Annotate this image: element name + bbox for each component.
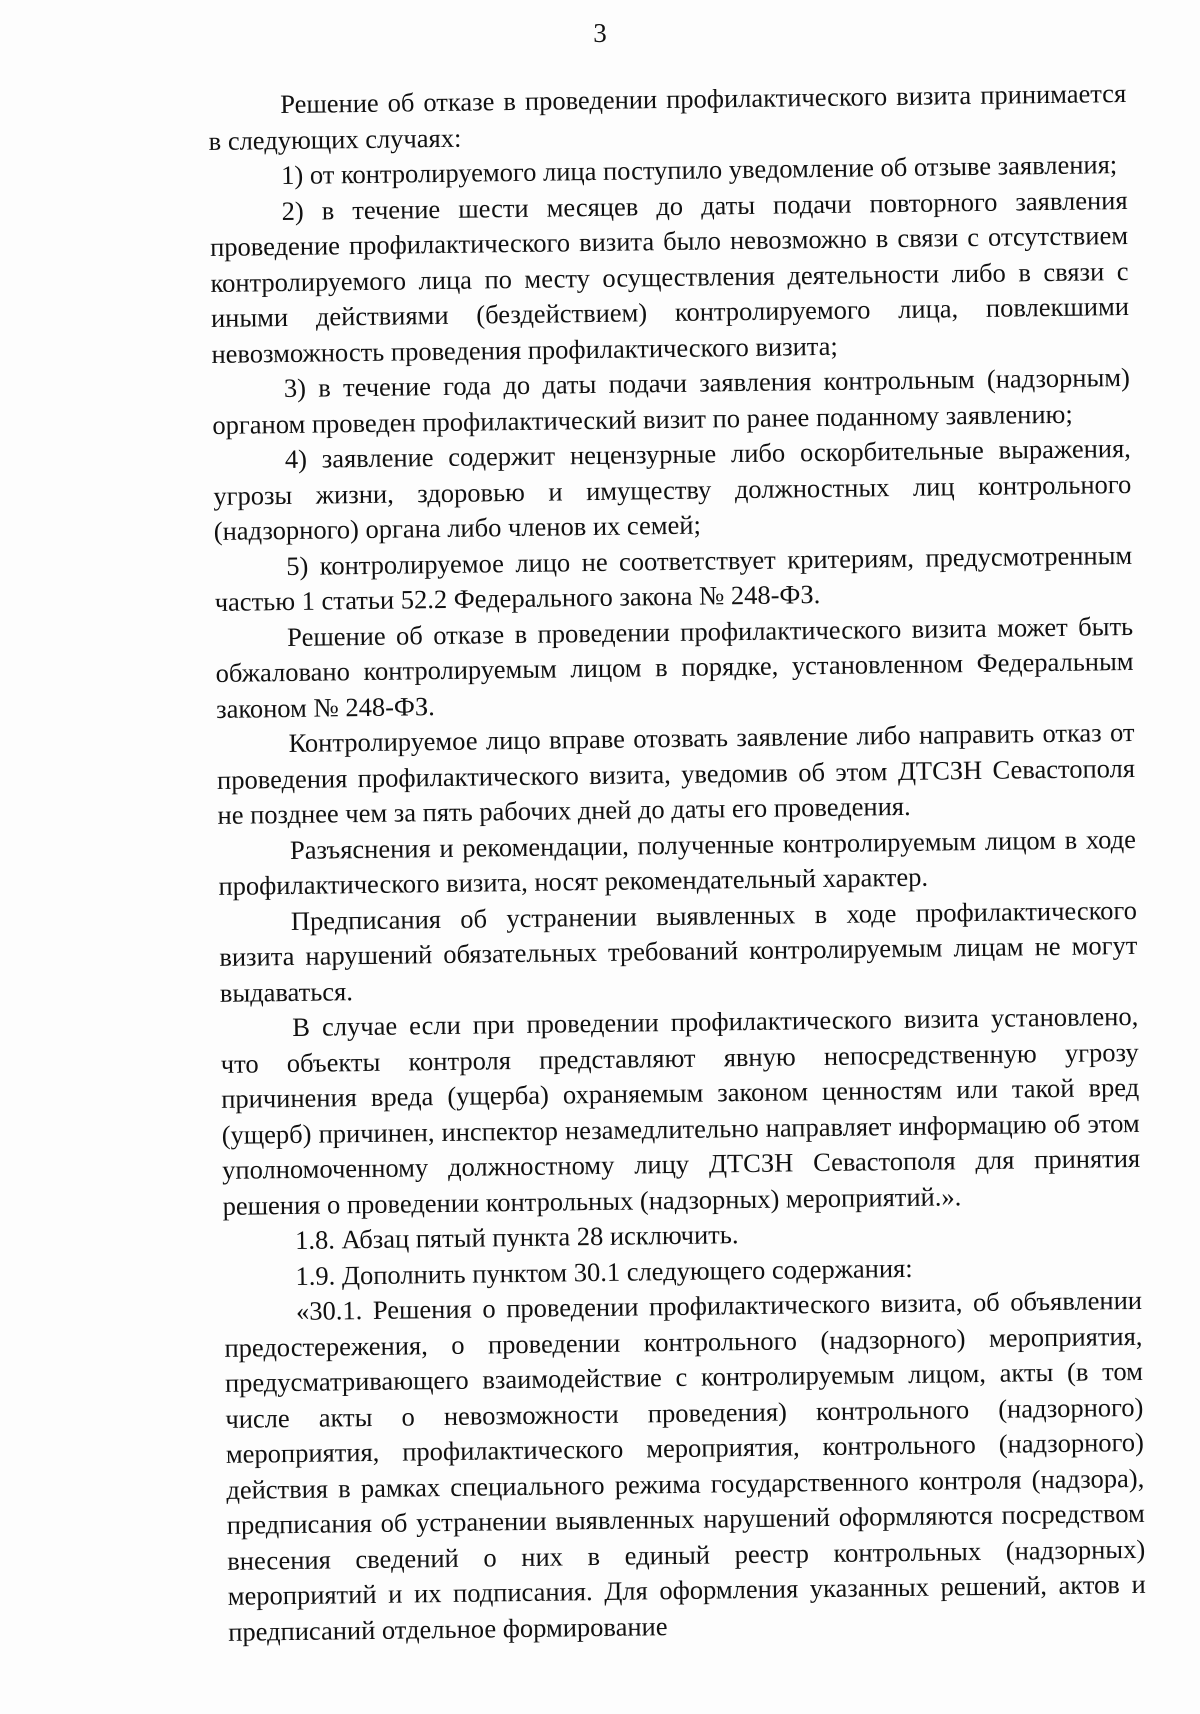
paragraph-refusal-intro: Решение об отказе в проведении профилактического визита принимается в следующих случаях: [208, 77, 1127, 156]
paragraph-item-1-9: 1.9. Дополнить пунктом 30.1 следующего содержания: [295, 1252, 913, 1291]
paragraph-case-3: 3) в течение года до даты подачи заявления контрольным (надзорным) органом проведен профилактический визит по ранее поданному заявлению; [212, 361, 1131, 440]
paragraph-case-5: 5) контролируемое лицо не соответствует критериям, предусмотренным частью 1 статьи 52.2 Федерального закона № 248-ФЗ. [214, 539, 1133, 617]
document-body [208, 76, 1146, 1650]
paragraph-case-4: 4) заявление содержит нецензурные либо оскорбительные выражения, угрозы жизни, здоровью и имуществу должностных лиц контрольного (надзорного) органа либо членов их семей; [213, 432, 1132, 546]
page-number: 3 [593, 18, 607, 48]
paragraph-case-1: 1) от контролируемого лица поступило уведомление об отзыве заявления; [280, 149, 1118, 191]
paragraph-orders: Предписания об устранении выявленных в ходе профилактического визита нарушений обязательных требований контролируемым лицам не могут выдаваться. [219, 894, 1138, 1008]
paragraph-appeal: Решение об отказе в проведении профилактического визита может быть обжаловано контролируемым лицом в порядке, установленном Федеральным законом № 248-ФЗ. [215, 610, 1134, 724]
paragraph-clause-30-1: «30.1. Решения о проведении профилактического визита, об объявлении предостережения, о проведении контрольного (надзорного) мероприятия, предусматривающего взаимодействие с контролируемым лицом, акты (в том числе акты о невозможности проведения) контрольного (надзорного) мероприятия, профилактического мероприятия, контрольного (надзорного) действия в рамках специального режима государственного контроля (надзора), предписания об устранении выявленных нарушений оформляются посредством внесения сведений о них в единый реестр контрольных (надзорных) мероприятий и их подписания. Для оформления указанных решений, актов и предписаний отдельное формирование [224, 1284, 1146, 1647]
paragraph-threat: В случае если при проведении профилактического визита установлено, что объекты контроля представляют явную непосредственную угрозу причинения вреда (ущерба) охраняемым законом ценностям или такой вред (ущерб) причинен, инспектор незамедлительно направляет информацию об этом уполномоченному должностному лицу ДТСЗН Севастополя для принятия решения о проведении контрольных (надзорных) мероприятий.». [220, 1000, 1141, 1221]
paragraph-recommendations: Разъяснения и рекомендации, полученные контролируемым лицом в ходе профилактического визита, носят рекомендательный характер. [218, 823, 1137, 901]
paragraph-withdrawal: Контролируемое лицо вправе отозвать заявление либо направить отказ от проведения профилактического визита, уведомив об этом ДТСЗН Севастополя не позднее чем за пять рабочих дней до даты его проведения. [216, 716, 1136, 830]
paragraph-case-2: 2) в течение шести месяцев до даты подачи повторного заявления проведение профилактического визита было невозможно в связи с отсутствием контролируемого лица по месту осуществления деятельности либо в связи с иными действиями (бездействием) контролируемого лица, повлекшими невозможность проведения профилактического визита; [209, 184, 1130, 369]
paragraph-item-1-8: 1.8. Абзац пятый пункта 28 исключить. [294, 1219, 739, 1255]
